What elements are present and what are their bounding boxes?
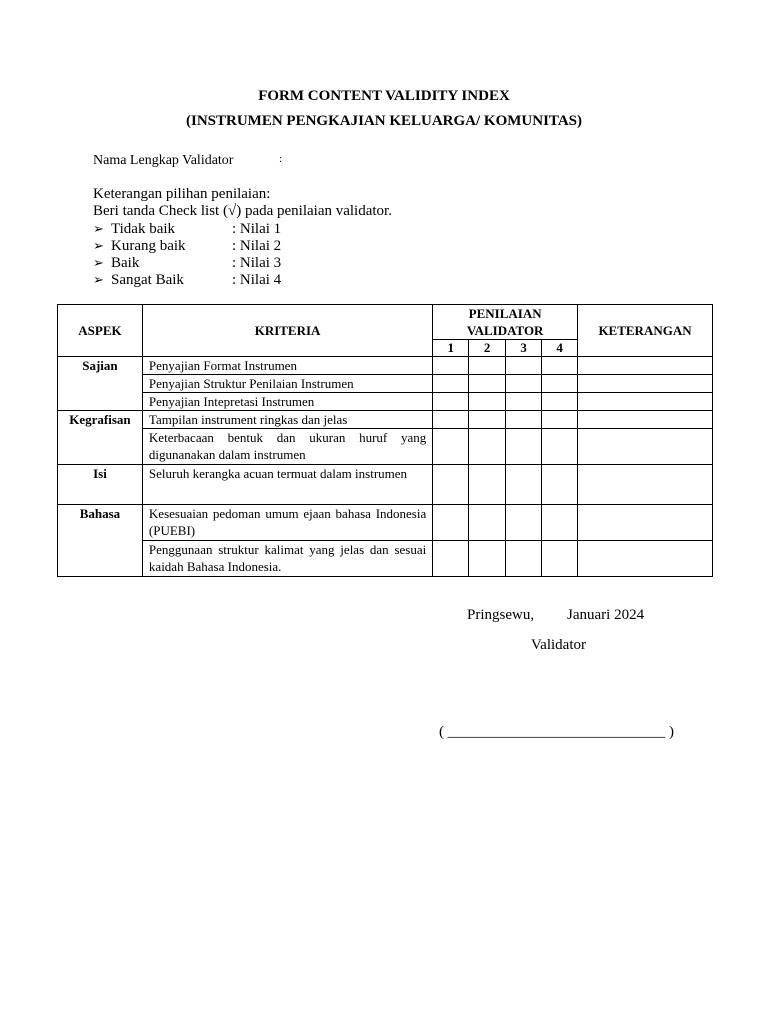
criteria-cell: Keterbacaan bentuk dan ukuran huruf yang digunanakan dalam instrumen — [142, 429, 432, 465]
criteria-cell: Kesesuaian pedoman umum ejaan bahasa Indonesia (PUEBI) — [142, 505, 432, 541]
score-cell-4[interactable] — [542, 465, 578, 505]
legend-item — [93, 220, 392, 237]
score-cell-3[interactable] — [506, 411, 542, 429]
header-keterangan: KETERANGAN — [578, 305, 713, 357]
legend-item-value: : Nilai 2 — [232, 238, 282, 254]
keterangan-cell[interactable] — [578, 465, 713, 505]
score-cell-2[interactable] — [469, 393, 506, 411]
score-cell-1[interactable] — [433, 375, 469, 393]
header-score-1: 1 — [433, 340, 469, 357]
criteria-cell: Penggunaan struktur kalimat yang jelas dan sesuai kaidah Bahasa Indonesia. — [142, 541, 432, 577]
keterangan-cell[interactable] — [578, 411, 713, 429]
legend-item-value: : Nilai 1 — [232, 221, 282, 237]
score-cell-2[interactable] — [469, 505, 506, 541]
score-cell-3[interactable] — [506, 393, 542, 411]
arrow-bullet-icon: ➢ — [93, 238, 104, 253]
legend-item — [93, 271, 392, 288]
header-kriteria: KRITERIA — [142, 305, 432, 357]
criteria-cell: Penyajian Struktur Penilaian Instrumen — [142, 375, 432, 393]
score-cell-4[interactable] — [542, 393, 578, 411]
rating-legend — [93, 186, 392, 288]
score-cell-3[interactable] — [506, 429, 542, 465]
table-row — [58, 429, 713, 465]
aspect-sajian: Sajian — [58, 357, 143, 411]
keterangan-cell[interactable] — [578, 375, 713, 393]
legend-item-value: : Nilai 4 — [232, 272, 282, 288]
criteria-cell: Penyajian Intepretasi Instrumen — [142, 393, 432, 411]
arrow-bullet-icon: ➢ — [93, 221, 104, 236]
legend-item-label: Kurang baik — [111, 238, 186, 254]
score-cell-2[interactable] — [469, 411, 506, 429]
score-cell-1[interactable] — [433, 541, 469, 577]
score-cell-2[interactable] — [469, 429, 506, 465]
legend-item-label: Sangat Baik — [111, 272, 184, 288]
legend-item-value: : Nilai 3 — [232, 255, 282, 271]
score-cell-2[interactable] — [469, 357, 506, 375]
signature-line: ( _____________________________ ) — [439, 724, 674, 740]
header-score-3: 3 — [506, 340, 542, 357]
keterangan-cell[interactable] — [578, 357, 713, 375]
score-cell-3[interactable] — [506, 505, 542, 541]
table-row — [58, 357, 713, 375]
legend-item — [93, 254, 392, 271]
header-penilaian-validator: PENILAIAN VALIDATOR — [433, 305, 578, 340]
keterangan-cell[interactable] — [578, 393, 713, 411]
legend-item-label: Tidak baik — [111, 221, 176, 237]
score-cell-3[interactable] — [506, 375, 542, 393]
score-cell-1[interactable] — [433, 393, 469, 411]
validation-table — [57, 304, 713, 577]
form-subtitle: (INSTRUMEN PENGKAJIAN KELUARGA/ KOMUNITAS) — [186, 113, 582, 129]
score-cell-1[interactable] — [433, 357, 469, 375]
legend-item — [93, 237, 392, 254]
score-cell-2[interactable] — [469, 375, 506, 393]
header-score-2: 2 — [469, 340, 506, 357]
score-cell-1[interactable] — [433, 505, 469, 541]
signature-place: Pringsewu, — [467, 607, 535, 623]
criteria-cell: Tampilan instrument ringkas dan jelas — [142, 411, 432, 429]
score-cell-3[interactable] — [506, 357, 542, 375]
score-cell-3[interactable] — [506, 465, 542, 505]
table-row — [58, 411, 713, 429]
validator-name-field — [93, 153, 283, 169]
score-cell-2[interactable] — [469, 465, 506, 505]
keterangan-cell[interactable] — [578, 541, 713, 577]
score-cell-1[interactable] — [433, 411, 469, 429]
score-cell-4[interactable] — [542, 505, 578, 541]
legend-instruction: Beri tanda Check list (√) pada penilaian validator. — [93, 203, 392, 219]
score-cell-4[interactable] — [542, 357, 578, 375]
aspect-isi: Isi — [58, 465, 143, 505]
aspect-bahasa: Bahasa — [58, 505, 143, 577]
header-score-4: 4 — [542, 340, 578, 357]
score-cell-4[interactable] — [542, 429, 578, 465]
criteria-cell: Seluruh kerangka acuan termuat dalam instrumen — [142, 465, 432, 505]
table-row — [58, 541, 713, 577]
arrow-bullet-icon: ➢ — [93, 272, 104, 287]
score-cell-1[interactable] — [433, 429, 469, 465]
arrow-bullet-icon: ➢ — [93, 255, 104, 270]
table-row — [58, 465, 713, 505]
signature-date: Januari 2024 — [567, 607, 645, 623]
aspect-kegrafisan: Kegrafisan — [58, 411, 143, 465]
table-row — [58, 393, 713, 411]
score-cell-4[interactable] — [542, 541, 578, 577]
score-cell-4[interactable] — [542, 375, 578, 393]
criteria-cell: Penyajian Format Instrumen — [142, 357, 432, 375]
table-row — [58, 375, 713, 393]
table-row — [58, 505, 713, 541]
header-aspek: ASPEK — [58, 305, 143, 357]
validator-name-colon: : — [279, 153, 283, 165]
legend-item-label: Baik — [111, 255, 140, 271]
legend-heading: Keterangan pilihan penilaian: — [93, 186, 271, 202]
signature-role: Validator — [531, 637, 586, 653]
table-header-row — [58, 305, 713, 340]
validator-name-label: Nama Lengkap Validator — [93, 153, 234, 168]
score-cell-1[interactable] — [433, 465, 469, 505]
form-title: FORM CONTENT VALIDITY INDEX — [258, 88, 510, 104]
keterangan-cell[interactable] — [578, 505, 713, 541]
score-cell-3[interactable] — [506, 541, 542, 577]
score-cell-2[interactable] — [469, 541, 506, 577]
keterangan-cell[interactable] — [578, 429, 713, 465]
score-cell-4[interactable] — [542, 411, 578, 429]
